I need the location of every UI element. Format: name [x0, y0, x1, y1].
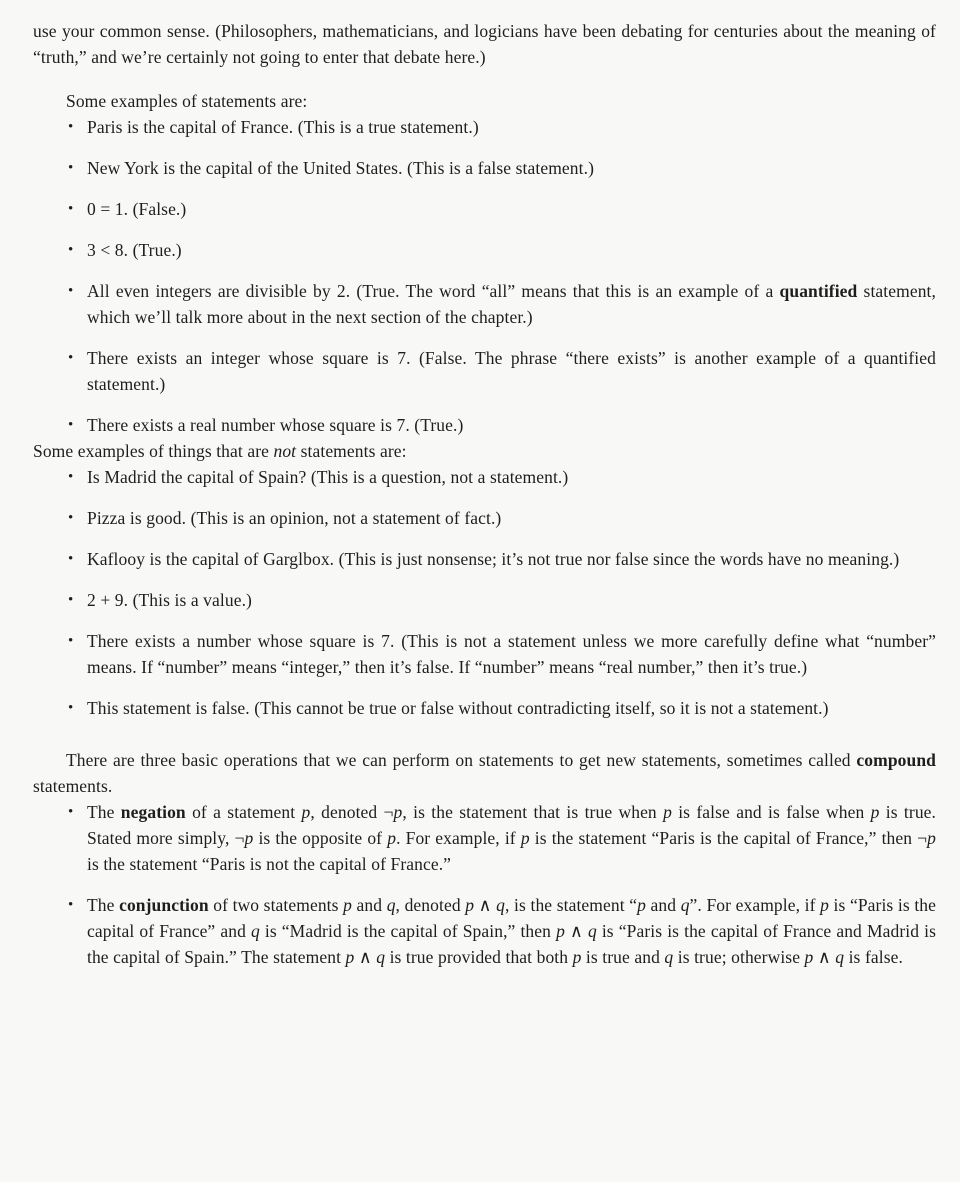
list-item	[68, 505, 936, 531]
statement-examples-list	[33, 114, 936, 438]
bullet-icon: •	[68, 510, 74, 526]
list-item	[68, 412, 936, 438]
item-text: Pizza is good. (This is an opinion, not a statement of fact.)	[87, 508, 502, 528]
bullet-icon: •	[68, 897, 74, 913]
item-text: All even integers are divisible by 2. (True. The word “all” means that this is an example of a quantified statement, which we’ll talk more about in the next section of the chapter.)	[87, 281, 936, 327]
non-statement-examples-list	[33, 464, 936, 721]
list-item	[68, 464, 936, 490]
item-text: New York is the capital of the United States. (This is a false statement.)	[87, 158, 595, 178]
item-text: This statement is false. (This cannot be true or false without contradicting itself, so it is not a statement.)	[87, 698, 829, 718]
list-item	[68, 155, 936, 181]
bullet-icon: •	[68, 633, 74, 649]
bullet-icon: •	[68, 242, 74, 258]
bullet-icon: •	[68, 160, 74, 176]
item-text: There exists an integer whose square is 7. (False. The phrase “there exists” is another example of a quantified statement.)	[87, 348, 936, 394]
bullet-icon: •	[68, 592, 74, 608]
item-text: The conjunction of two statements p and q, denoted p ∧ q, is the statement “p and q”. For example, if p is “Paris is the capital of France” and q is “Madrid is the capital of Spain,” then p ∧ q is “Paris is the capital of France and Madrid is the capital of Spain.” The statement p ∧ q is true provided that both p is true and q is true; otherwise p ∧ q is false.	[87, 895, 936, 967]
list-item	[68, 628, 936, 680]
list-item	[68, 345, 936, 397]
bullet-icon: •	[68, 350, 74, 366]
statements-heading: Some examples of statements are:	[66, 91, 308, 111]
list-item	[68, 799, 936, 877]
bullet-icon: •	[68, 417, 74, 433]
operations-paragraph: There are three basic operations that we can perform on statements to get new statements, sometimes called compound statements.	[33, 750, 936, 796]
bullet-icon: •	[68, 700, 74, 716]
list-item	[68, 196, 936, 222]
item-text: The negation of a statement p, denoted ¬p, is the statement that is true when p is false and is false when p is true. Stated more simply, ¬p is the opposite of p. For example, if p is the statement “Paris is the capital of France,” then ¬p is the statement “Paris is not the capital of France.”	[87, 802, 937, 874]
list-item	[68, 114, 936, 140]
bullet-icon: •	[68, 804, 74, 820]
item-text: 0 = 1. (False.)	[87, 199, 187, 219]
list-item	[68, 546, 936, 572]
item-text: Is Madrid the capital of Spain? (This is a question, not a statement.)	[87, 467, 569, 487]
bullet-icon: •	[68, 283, 74, 299]
item-text: Kaflooy is the capital of Garglbox. (This is just nonsense; it’s not true nor false since the words have no meaning.)	[87, 549, 900, 569]
intro-paragraph: use your common sense. (Philosophers, mathematicians, and logicians have been debating for centuries about the meaning of “truth,” and we’re certainly not going to enter that debate here.)	[33, 21, 936, 67]
bullet-icon: •	[68, 201, 74, 217]
list-item	[68, 892, 936, 970]
operations-list	[33, 799, 936, 970]
bullet-icon: •	[68, 119, 74, 135]
list-item	[68, 237, 936, 263]
list-item	[68, 695, 936, 721]
item-text: 3 < 8. (True.)	[87, 240, 182, 260]
list-item	[68, 587, 936, 613]
list-item	[68, 278, 936, 330]
item-text: There exists a real number whose square is 7. (True.)	[87, 415, 464, 435]
item-text: There exists a number whose square is 7. (This is not a statement unless we more carefully define what “number” means. If “number” means “integer,” then it’s false. If “number” means “real number,” then it’s true.)	[87, 631, 936, 677]
item-text: Paris is the capital of France. (This is a true statement.)	[87, 117, 479, 137]
item-text: 2 + 9. (This is a value.)	[87, 590, 252, 610]
non-statements-heading: Some examples of things that are not statements are:	[33, 441, 407, 461]
bullet-icon: •	[68, 551, 74, 567]
bullet-icon: •	[68, 469, 74, 485]
